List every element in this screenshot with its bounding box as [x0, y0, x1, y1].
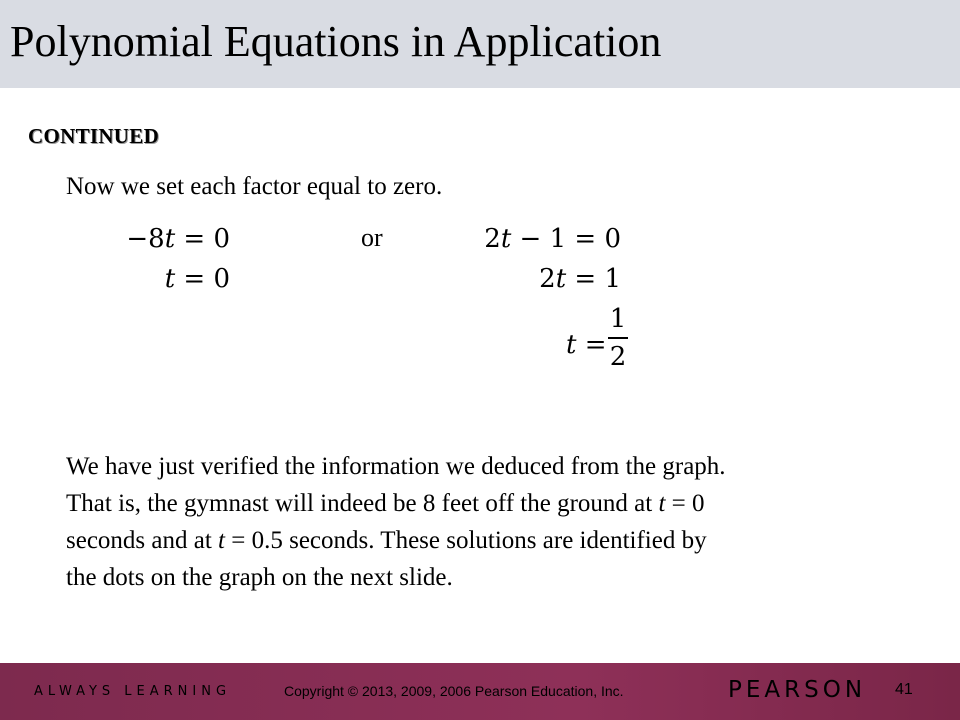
text-segment: That is, the gymnast will indeed be 8 feet off the ground at	[66, 490, 659, 517]
text-segment: = 0.5 seconds. These solutions are identified by	[225, 527, 707, 554]
variable: t	[555, 264, 567, 294]
tagline: ALWAYS LEARNING	[34, 684, 232, 699]
right-side: − 1 = 0	[511, 224, 621, 254]
variable: t	[218, 527, 225, 554]
variable: t	[566, 330, 577, 360]
paragraph-line-2	[66, 485, 936, 522]
right-side: = 0	[175, 264, 230, 294]
footer-bar	[0, 663, 960, 720]
equation-right-2	[539, 263, 621, 295]
coefficient: −8	[126, 224, 165, 254]
equation-left-1	[126, 223, 230, 255]
title-bar	[0, 0, 960, 88]
paragraph-line-4: the dots on the graph on the next slide.	[66, 564, 453, 591]
section-label: CONTINUED	[28, 124, 160, 148]
text-segment: seconds and at	[66, 527, 219, 554]
variable: t	[164, 224, 176, 254]
intro-text: Now we set each factor equal to zero.	[66, 173, 443, 200]
equation-right-3	[566, 329, 607, 361]
slide-title: Polynomial Equations in Application	[10, 17, 662, 66]
right-side: = 1	[566, 264, 621, 294]
equation-right-1	[484, 223, 621, 255]
right-side: = 0	[175, 224, 230, 254]
fraction-denominator: 2	[609, 342, 627, 372]
pearson-logo: PEARSON	[728, 677, 867, 703]
variable: t	[658, 490, 666, 517]
fraction-one-half	[608, 303, 628, 373]
copyright-notice: Copyright © 2013, 2009, 2006 Pearson Education, Inc.	[284, 683, 624, 699]
coefficient: 2	[484, 224, 501, 254]
paragraph-line-3	[66, 522, 936, 559]
text-segment: = 0	[665, 490, 705, 517]
paragraph-line-1: We have just verified the information we deduced from the graph.	[66, 453, 726, 480]
variable: t	[500, 224, 512, 254]
equation-left-2	[165, 263, 230, 295]
equals-sign: =	[576, 330, 607, 360]
fraction-numerator: 1	[609, 304, 627, 334]
page-number: 41	[895, 681, 913, 698]
or-connector: or	[361, 223, 383, 252]
fraction-bar	[608, 337, 628, 339]
variable: t	[164, 264, 176, 294]
coefficient: 2	[539, 264, 556, 294]
conclusion-paragraph	[66, 448, 936, 596]
